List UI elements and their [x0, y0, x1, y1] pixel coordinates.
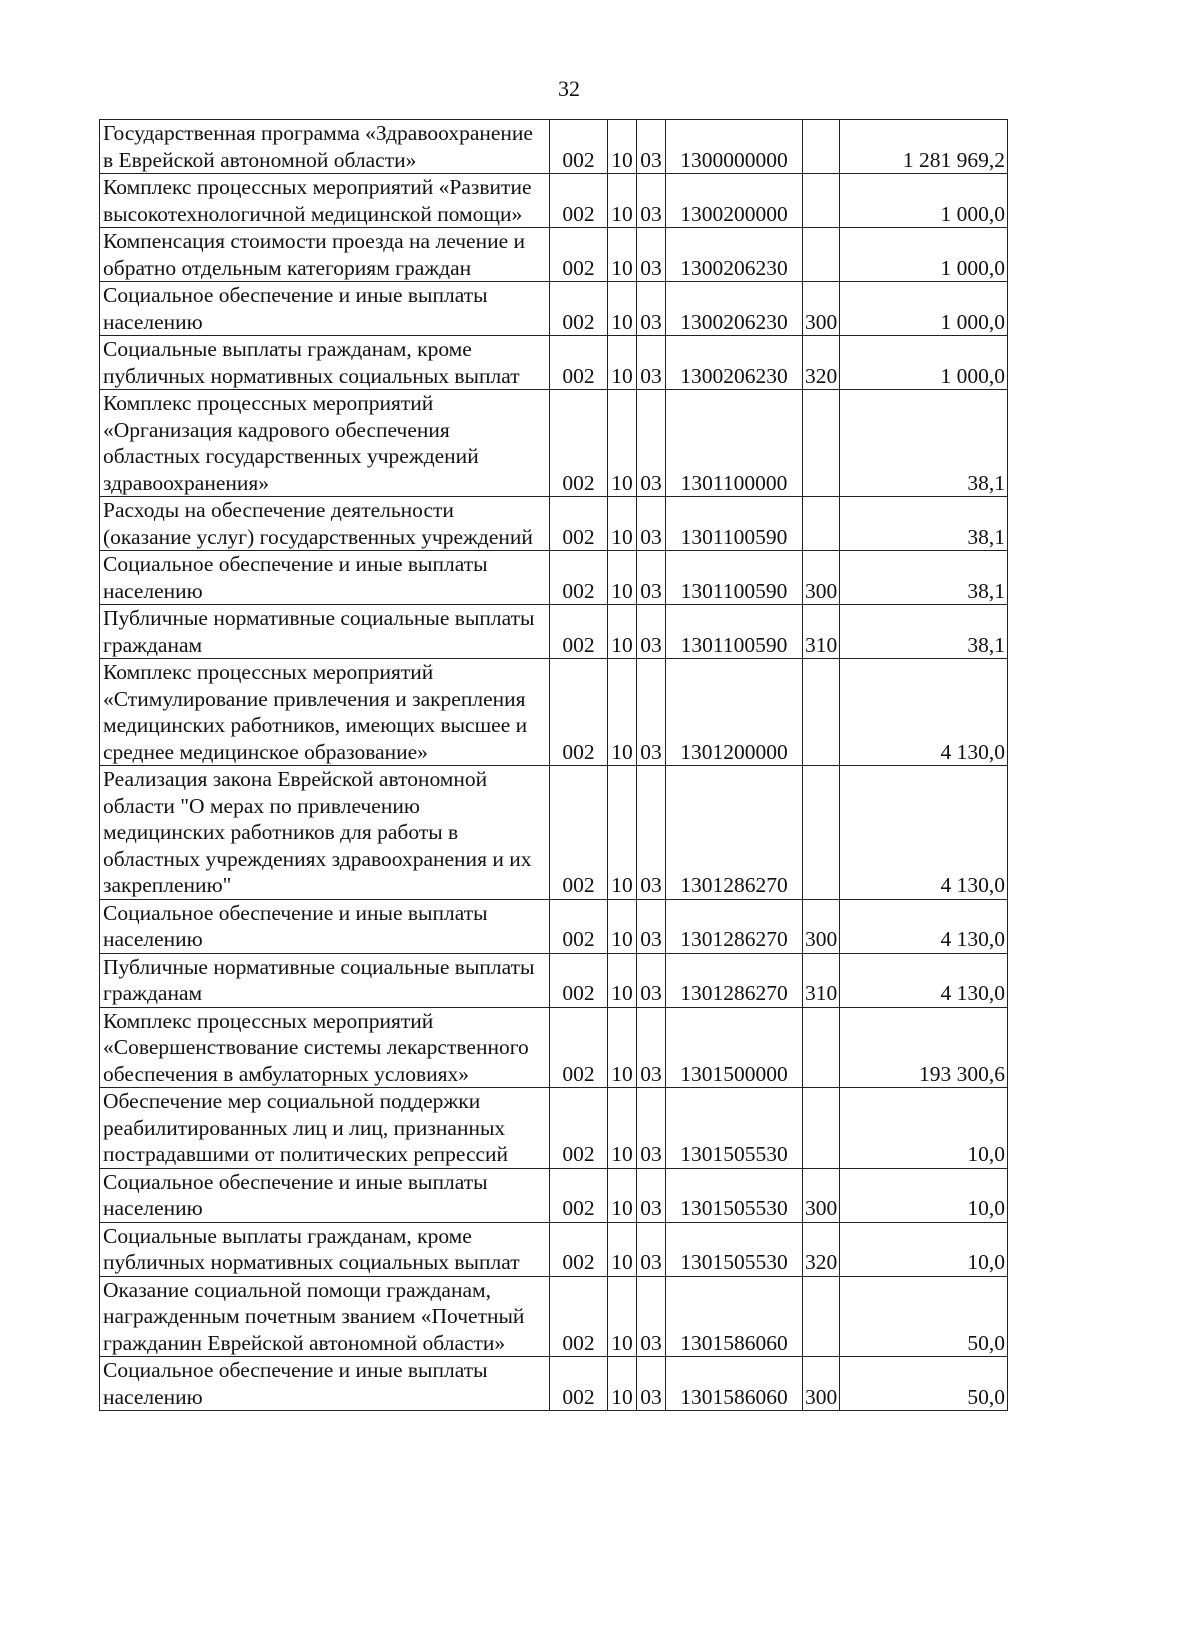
chief-admin-code: 002: [550, 336, 608, 390]
target-article-code: 1300206230: [666, 336, 803, 390]
expense-type-code: 300: [803, 899, 840, 953]
amount: 38,1: [840, 551, 1008, 605]
target-article-code: 1301505530: [666, 1168, 803, 1222]
section-code: 10: [608, 605, 637, 659]
chief-admin-code: 002: [550, 1357, 608, 1411]
amount: 38,1: [840, 497, 1008, 551]
subsection-code: 03: [637, 605, 666, 659]
row-name: Публичные нормативные социальные выплаты гражданам: [100, 953, 550, 1007]
expense-type-code: [803, 1088, 840, 1169]
target-article-code: 1300206230: [666, 228, 803, 282]
section-code: 10: [608, 282, 637, 336]
table-row: [100, 1007, 1008, 1088]
expense-type-code: 300: [803, 282, 840, 336]
subsection-code: 03: [637, 1222, 666, 1276]
table-row: [100, 282, 1008, 336]
subsection-code: 03: [637, 766, 666, 900]
chief-admin-code: 002: [550, 1222, 608, 1276]
section-code: 10: [608, 659, 637, 766]
row-name: Обеспечение мер социальной поддержки реабилитированных лиц и лиц, признанных пострадавшими от политических репрессий: [100, 1088, 550, 1169]
section-code: 10: [608, 228, 637, 282]
section-code: 10: [608, 1168, 637, 1222]
table-row: [100, 605, 1008, 659]
section-code: 10: [608, 390, 637, 497]
amount: 38,1: [840, 390, 1008, 497]
target-article-code: 1301100000: [666, 390, 803, 497]
expense-type-code: 320: [803, 1222, 840, 1276]
subsection-code: 03: [637, 659, 666, 766]
row-name: Комплекс процессных мероприятий «Развитие высокотехнологичной медицинской помощи»: [100, 174, 550, 228]
amount: 1 000,0: [840, 336, 1008, 390]
amount: 1 000,0: [840, 228, 1008, 282]
subsection-code: 03: [637, 336, 666, 390]
table-row: [100, 1088, 1008, 1169]
amount: 4 130,0: [840, 953, 1008, 1007]
subsection-code: 03: [637, 228, 666, 282]
table-row: [100, 1276, 1008, 1357]
target-article-code: 1301286270: [666, 766, 803, 900]
expense-type-code: [803, 497, 840, 551]
subsection-code: 03: [637, 551, 666, 605]
row-name: Оказание социальной помощи гражданам, награжденным почетным званием «Почетный гражданин Еврейской автономной области»: [100, 1276, 550, 1357]
amount: 10,0: [840, 1222, 1008, 1276]
row-name: Комплекс процессных мероприятий «Совершенствование системы лекарственного обеспечения в амбулаторных условиях»: [100, 1007, 550, 1088]
amount: 4 130,0: [840, 766, 1008, 900]
table-row: [100, 1222, 1008, 1276]
subsection-code: 03: [637, 174, 666, 228]
expense-type-code: [803, 659, 840, 766]
target-article-code: 1301100590: [666, 605, 803, 659]
table-row: [100, 390, 1008, 497]
row-name: Государственная программа «Здравоохранение в Еврейской автономной области»: [100, 120, 550, 174]
target-article-code: 1301505530: [666, 1222, 803, 1276]
chief-admin-code: 002: [550, 551, 608, 605]
section-code: 10: [608, 953, 637, 1007]
target-article-code: 1301200000: [666, 659, 803, 766]
row-name: Социальное обеспечение и иные выплаты населению: [100, 551, 550, 605]
table-row: [100, 766, 1008, 900]
chief-admin-code: 002: [550, 282, 608, 336]
amount: 1 000,0: [840, 282, 1008, 336]
chief-admin-code: 002: [550, 659, 608, 766]
row-name: Социальные выплаты гражданам, кроме публичных нормативных социальных выплат: [100, 1222, 550, 1276]
amount: 10,0: [840, 1088, 1008, 1169]
section-code: 10: [608, 174, 637, 228]
chief-admin-code: 002: [550, 766, 608, 900]
table-row: [100, 1357, 1008, 1411]
page-number: 32: [558, 76, 580, 101]
target-article-code: 1300200000: [666, 174, 803, 228]
subsection-code: 03: [637, 1276, 666, 1357]
target-article-code: 1301586060: [666, 1276, 803, 1357]
chief-admin-code: 002: [550, 497, 608, 551]
row-name: Социальное обеспечение и иные выплаты населению: [100, 899, 550, 953]
expense-type-code: [803, 228, 840, 282]
section-code: 10: [608, 497, 637, 551]
row-name: Реализация закона Еврейской автономной области "О мерах по привлечению медицинских работников для работы в областных учреждениях здравоохранения и их закреплению": [100, 766, 550, 900]
expense-type-code: [803, 174, 840, 228]
chief-admin-code: 002: [550, 174, 608, 228]
expense-type-code: [803, 120, 840, 174]
chief-admin-code: 002: [550, 390, 608, 497]
amount: 38,1: [840, 605, 1008, 659]
section-code: 10: [608, 1276, 637, 1357]
target-article-code: 1301100590: [666, 497, 803, 551]
table-row: [100, 120, 1008, 174]
section-code: 10: [608, 551, 637, 605]
target-article-code: 1300206230: [666, 282, 803, 336]
chief-admin-code: 002: [550, 1088, 608, 1169]
table-row: [100, 659, 1008, 766]
subsection-code: 03: [637, 120, 666, 174]
target-article-code: 1301100590: [666, 551, 803, 605]
section-code: 10: [608, 1222, 637, 1276]
amount: 1 281 969,2: [840, 120, 1008, 174]
expense-type-code: 300: [803, 1357, 840, 1411]
expense-type-code: 300: [803, 551, 840, 605]
table-row: [100, 174, 1008, 228]
expense-type-code: [803, 390, 840, 497]
subsection-code: 03: [637, 1357, 666, 1411]
table-row: [100, 228, 1008, 282]
subsection-code: 03: [637, 282, 666, 336]
target-article-code: 1300000000: [666, 120, 803, 174]
expense-type-code: 300: [803, 1168, 840, 1222]
budget-table: [99, 119, 1008, 1411]
amount: 10,0: [840, 1168, 1008, 1222]
amount: 193 300,6: [840, 1007, 1008, 1088]
subsection-code: 03: [637, 497, 666, 551]
table-row: [100, 497, 1008, 551]
table-row: [100, 1168, 1008, 1222]
subsection-code: 03: [637, 390, 666, 497]
target-article-code: 1301286270: [666, 953, 803, 1007]
subsection-code: 03: [637, 1007, 666, 1088]
subsection-code: 03: [637, 953, 666, 1007]
table-row: [100, 551, 1008, 605]
expense-type-code: 310: [803, 953, 840, 1007]
amount: 50,0: [840, 1357, 1008, 1411]
target-article-code: 1301505530: [666, 1088, 803, 1169]
section-code: 10: [608, 1357, 637, 1411]
row-name: Расходы на обеспечение деятельности (оказание услуг) государственных учреждений: [100, 497, 550, 551]
chief-admin-code: 002: [550, 228, 608, 282]
subsection-code: 03: [637, 899, 666, 953]
section-code: 10: [608, 766, 637, 900]
chief-admin-code: 002: [550, 1276, 608, 1357]
section-code: 10: [608, 899, 637, 953]
expense-type-code: 310: [803, 605, 840, 659]
subsection-code: 03: [637, 1168, 666, 1222]
amount: 4 130,0: [840, 899, 1008, 953]
section-code: 10: [608, 1007, 637, 1088]
row-name: Публичные нормативные социальные выплаты гражданам: [100, 605, 550, 659]
amount: 50,0: [840, 1276, 1008, 1357]
expense-type-code: 320: [803, 336, 840, 390]
chief-admin-code: 002: [550, 1007, 608, 1088]
chief-admin-code: 002: [550, 953, 608, 1007]
amount: 4 130,0: [840, 659, 1008, 766]
row-name: Социальное обеспечение и иные выплаты населению: [100, 282, 550, 336]
target-article-code: 1301586060: [666, 1357, 803, 1411]
target-article-code: 1301286270: [666, 899, 803, 953]
expense-type-code: [803, 766, 840, 900]
row-name: Комплекс процессных мероприятий «Организация кадрового обеспечения областных государственных учреждений здравоохранения»: [100, 390, 550, 497]
subsection-code: 03: [637, 1088, 666, 1169]
amount: 1 000,0: [840, 174, 1008, 228]
chief-admin-code: 002: [550, 605, 608, 659]
table-row: [100, 899, 1008, 953]
target-article-code: 1301500000: [666, 1007, 803, 1088]
row-name: Социальное обеспечение и иные выплаты населению: [100, 1357, 550, 1411]
section-code: 10: [608, 1088, 637, 1169]
row-name: Социальные выплаты гражданам, кроме публичных нормативных социальных выплат: [100, 336, 550, 390]
table-row: [100, 336, 1008, 390]
chief-admin-code: 002: [550, 120, 608, 174]
row-name: Комплекс процессных мероприятий «Стимулирование привлечения и закрепления медицинских работников, имеющих высшее и среднее медицинское образование»: [100, 659, 550, 766]
expense-type-code: [803, 1007, 840, 1088]
table-row: [100, 953, 1008, 1007]
row-name: Социальное обеспечение и иные выплаты населению: [100, 1168, 550, 1222]
section-code: 10: [608, 120, 637, 174]
row-name: Компенсация стоимости проезда на лечение и обратно отдельным категориям граждан: [100, 228, 550, 282]
section-code: 10: [608, 336, 637, 390]
chief-admin-code: 002: [550, 899, 608, 953]
expense-type-code: [803, 1276, 840, 1357]
chief-admin-code: 002: [550, 1168, 608, 1222]
